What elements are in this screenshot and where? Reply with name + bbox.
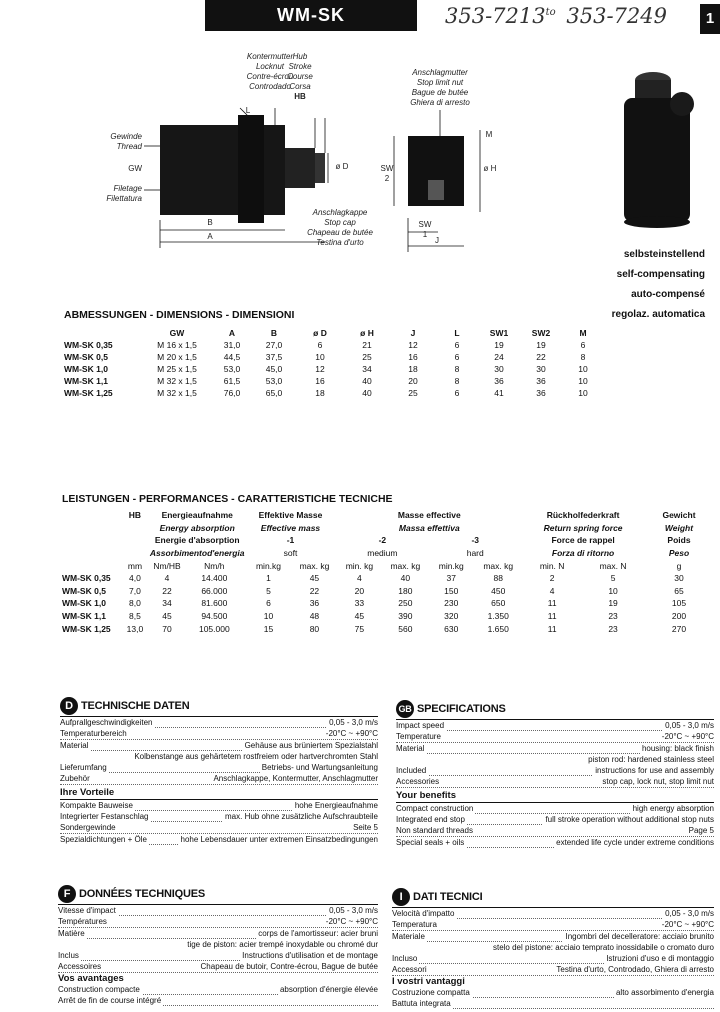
spec-row: Vitesse d'impact 0,05 - 3,0 m/s <box>58 906 378 915</box>
performance-header-row-3: Energie d'absorption -1 -2 -3 Force de rappel Poids <box>154 535 691 546</box>
filetage-label: Filetage Filettatura <box>106 184 142 203</box>
page-title: WM-SK <box>205 0 417 31</box>
a-label: A <box>207 232 213 241</box>
spec-row: Material Gehäuse aus brüniertem Spezialstahl <box>60 740 378 750</box>
spec-row: Costruzione compatta alto assorbimento d'energia <box>392 987 714 997</box>
spec-row: Inclus Instructions d'utilisation et de montage <box>58 951 378 961</box>
spec-row: Accessories stop cap, lock nut, stop limit nut <box>396 777 714 787</box>
table-row: WM-SK 0,5 M 20 x 1,5 44,5 37,5 10 25 16 6 24 22 8 <box>64 352 586 362</box>
performance-table <box>62 509 714 635</box>
spec-row: Lieferumfang Betriebs- und Wartungsanleitung <box>60 763 378 773</box>
language-badge-fr: F <box>58 885 76 903</box>
h-label: ø H <box>483 164 497 173</box>
spec-row: Temperatura -20°C ~ +90°C <box>392 920 714 930</box>
technical-drawing <box>100 50 373 255</box>
table-row: WM-SK 1,1 M 32 x 1,5 61,5 53,0 16 40 20 8 36 36 10 <box>64 376 588 386</box>
spec-row: Construction compacte absorption d'énergie élevée <box>58 984 378 994</box>
tech-it-heading: I DATI TECNICI <box>392 888 714 907</box>
compensation-de: selbsteinstellend <box>623 249 705 260</box>
kontermutter-label: Kontermutter Locknut Contre-écrou Controdado <box>246 52 294 91</box>
compensation-it: regolaz. automatica <box>611 309 705 320</box>
spec-row: Integrierter Festanschlag max. Hub ohne zusätzliche Aufschraubteile <box>60 812 378 822</box>
spec-row: Compact construction high energy absorption <box>396 803 714 813</box>
language-badge-it: I <box>392 888 410 906</box>
dimensions-header-row: GW A B ø D ø H J L SW1 SW2 M <box>169 327 587 338</box>
spec-row: Integrated end stop full stroke operation without additional stop nuts <box>396 815 714 825</box>
language-badge-gb: GB <box>396 700 414 718</box>
spec-row: Materiale Ingombri del decelleratore: acciaio brunito <box>392 931 714 941</box>
j-label: J <box>435 236 439 245</box>
gw-label: GW <box>128 164 142 173</box>
compensation-text <box>560 245 705 325</box>
performance-header-row-4: Assorbimentod'energia soft medium hard Forza di ritorno Peso <box>149 548 690 559</box>
tech-de-heading: D TECHNISCHE DATEN <box>60 697 378 716</box>
table-row: WM-SK 1,0 8,0 34 81.600 6 36 33 250 230 650 11 19 105 <box>62 598 687 609</box>
table-row: WM-SK 0,5 7,0 22 66.000 5 22 20 180 150 450 4 10 65 <box>62 585 684 596</box>
performance-header-row-1: HB Energieaufnahme Effektive Masse Masse effective Rückholfederkraft Gewicht <box>128 510 696 521</box>
spec-row: Zubehör Anschlagkappe, Kontermutter, Anschlagmutter <box>60 774 378 784</box>
m-label: M <box>485 130 493 139</box>
tech-en-section <box>396 700 714 848</box>
spec-row: Arrêt de fin de course intégré <box>58 995 378 1006</box>
spec-row: Included instructions for use and assembly <box>396 766 714 776</box>
spec-row: Accessori Testina d'urto, Controdado, Ghiera di arresto <box>392 965 714 975</box>
spec-row: Spezialdichtungen + Öle hohe Lebensdauer unter extremen Einsatzbedingungen <box>60 834 378 844</box>
spec-row: Battuta integrata <box>392 998 714 1009</box>
gewinde-label: Gewinde Thread <box>110 132 142 151</box>
benefits-title-de: Ihre Vorteile <box>60 786 115 798</box>
spec-row: Velocità d'impatto 0,05 - 3,0 m/s <box>392 909 714 918</box>
table-row: WM-SK 1,0 M 25 x 1,5 53,0 45,0 12 34 18 8 30 30 10 <box>64 364 588 374</box>
performance-title: LEISTUNGEN - PERFORMANCES - CARATTERISTICHE TECNICHE <box>62 493 393 505</box>
spec-row: Temperature -20°C ~ +90°C <box>396 732 714 742</box>
spec-row: Kolbenstange aus gehärtetem rostfreiem oder hartverchromten Stahl <box>134 751 378 761</box>
spec-row: Accessoires Chapeau de butoir, Contre-écrou, Bague de butée <box>58 962 378 972</box>
tech-de-section <box>60 697 378 845</box>
tech-fr-section <box>58 885 378 1006</box>
spec-row: Températures -20°C ~ +90°C <box>58 917 378 927</box>
spec-row: Kompakte Bauweise hohe Energieaufnahme <box>60 800 378 810</box>
dimensions-title: ABMESSUNGEN - DIMENSIONS - DIMENSIONI <box>64 309 295 321</box>
spec-row: Impact speed 0,05 - 3,0 m/s <box>396 721 714 730</box>
spec-row: piston rod: hardened stainless steel <box>588 754 714 764</box>
spec-row: Material housing: black finish <box>396 743 714 753</box>
benefits-title-fr: Vos avantages <box>58 972 124 984</box>
l-label: L <box>245 106 251 115</box>
language-badge-de: D <box>60 697 78 715</box>
spec-row: Non standard threads Page 5 <box>396 826 714 836</box>
dimensions-table <box>64 326 604 399</box>
benefits-title-it: I vostri vantaggi <box>392 975 465 987</box>
anschlagmutter-label: Anschlagmutter Stop limit nut Bague de butée Ghiera di arresto <box>410 68 470 107</box>
product-photo <box>620 60 700 230</box>
spec-row: Special seals + oils extended life cycle under extreme conditions <box>396 837 714 847</box>
hub-label: Hub Stroke Course Corsa HB <box>287 52 313 101</box>
table-row: WM-SK 1,25 M 32 x 1,5 76,0 65,0 18 40 25 6 41 36 10 <box>64 388 588 398</box>
handwritten-to: to <box>545 7 556 18</box>
sw1-label: SW 1 <box>418 220 432 239</box>
spec-row: Aufprallgeschwindigkeiten 0,05 - 3,0 m/s <box>60 718 378 727</box>
performance-header-row-2: Energy absorption Effective mass Massa effettiva Return spring force Weight <box>159 522 694 533</box>
spec-row: Sondergewinde Seite 5 <box>60 823 378 833</box>
table-row: WM-SK 0,35 4,0 4 14.400 1 45 4 40 37 88 2 5 30 <box>62 573 684 584</box>
spec-row: Temperaturbereich -20°C ~ +90°C <box>60 729 378 739</box>
tech-it-section <box>392 888 714 1009</box>
spec-row: Incluso Istruzioni d'uso e di montaggio <box>392 954 714 964</box>
tech-fr-heading: F DONNÉES TECHNIQUES <box>58 885 378 904</box>
stop-nut-shape <box>380 68 500 258</box>
anschlagkappe-label: Anschlagkappe Stop cap Chapeau de butée Testina d'urto <box>307 208 373 247</box>
page-number-tab: 1 <box>700 4 720 34</box>
table-row: WM-SK 0,35 M 16 x 1,5 31,0 27,0 6 21 12 6 19 19 6 <box>64 340 586 350</box>
d-label: ø D <box>335 162 349 171</box>
tech-en-heading: GB SPECIFICATIONS <box>396 700 714 719</box>
spec-row: stelo del pistone: acciaio temprato inossidabile o cromato duro <box>492 942 714 952</box>
compensation-en: self-compensating <box>616 269 705 280</box>
compensation-fr: auto-compensé <box>631 289 705 300</box>
spec-row: Matière corps de l'amortisseur: acier bruni <box>58 928 378 938</box>
stop-nut-drawing <box>380 68 500 258</box>
handwritten-part-number-1: 353-7213 <box>445 4 546 28</box>
table-row: WM-SK 1,25 13,0 70 105.000 15 80 75 560 630 1.650 11 23 270 <box>62 623 687 634</box>
spec-row: tige de piston: acier trempé inoxydable ou chromé dur <box>187 939 378 949</box>
sw2-label: SW 2 <box>380 164 394 183</box>
table-row: WM-SK 1,1 8,5 45 94.500 10 48 45 390 320 1.350 11 23 200 <box>62 611 687 622</box>
b-label: B <box>207 218 213 227</box>
benefits-title-en: Your benefits <box>396 789 456 801</box>
handwritten-part-number-2: 353-7249 <box>566 4 667 28</box>
performance-units-row: mm Nm/HB Nm/h min.kg max. kg min. kg max. kg min.kg max. kg min. N max. N g <box>127 560 682 571</box>
handwritten-note <box>445 4 667 28</box>
